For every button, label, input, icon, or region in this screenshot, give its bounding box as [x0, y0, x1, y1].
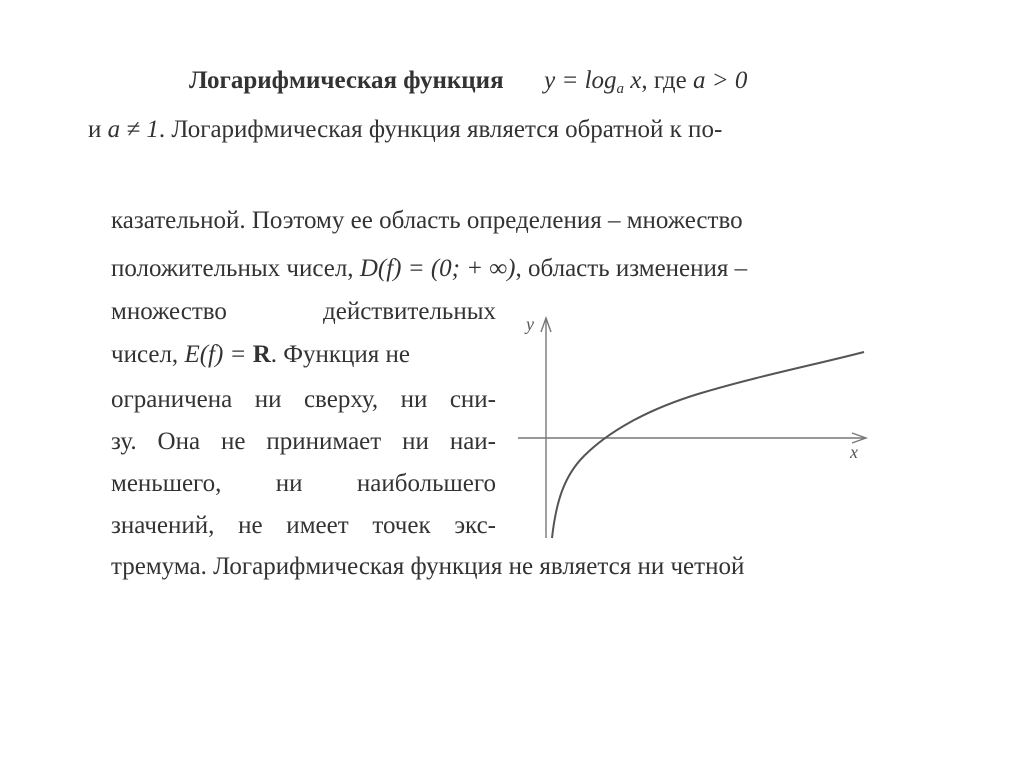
left-col-line-4: зу. Она не принимает ни наи-: [111, 428, 496, 455]
line2-text: . Логарифмическая функция является обратной к по-: [158, 116, 723, 143]
text-line-2: [88, 115, 722, 145]
text-line-last: тремума. Логарифмическая функция не является ни четной: [111, 553, 745, 580]
log-curve: [552, 352, 864, 538]
x-axis-label: x: [850, 442, 858, 462]
left-col-line-3: ограничена ни сверху, ни сни-: [111, 386, 496, 413]
left-col-line-6: значений, не имеет точек экс-: [111, 512, 496, 539]
formula-sub: a: [616, 81, 625, 97]
title-formula: [544, 67, 642, 97]
left-col-line-1: множество действительных: [111, 298, 496, 325]
title-heading: Логарифмическая функция: [189, 67, 504, 94]
left-col-line-2: [111, 340, 496, 370]
log-graph: [518, 306, 878, 550]
y-axis-label: y: [526, 314, 534, 334]
title-line: [189, 66, 747, 104]
line4-formula: D(f) = (0; + ∞): [359, 255, 516, 282]
left-col-line-5: меньшего, ни наибольшего: [111, 470, 496, 497]
text-line-4: [111, 254, 747, 284]
line2-prefix: и: [88, 116, 108, 143]
line4-text-a: положительных чисел,: [111, 255, 360, 282]
title-condition: a > 0: [692, 67, 748, 94]
chisel-tail: . Функция не: [270, 341, 411, 368]
line4-text-b: , область изменения –: [515, 255, 748, 282]
formula-lhs: y = log: [544, 67, 617, 94]
chisel-formula: E(f) =: [184, 341, 253, 368]
chisel-bold-R: R: [252, 341, 271, 368]
title-tail: , где: [641, 67, 693, 94]
text-line-3: казательной. Поэтому ее область определения – множество: [111, 207, 743, 234]
chisel-text: чисел,: [111, 341, 185, 368]
line2-condition: a ≠ 1: [107, 116, 159, 143]
formula-rhs: x: [624, 67, 642, 94]
